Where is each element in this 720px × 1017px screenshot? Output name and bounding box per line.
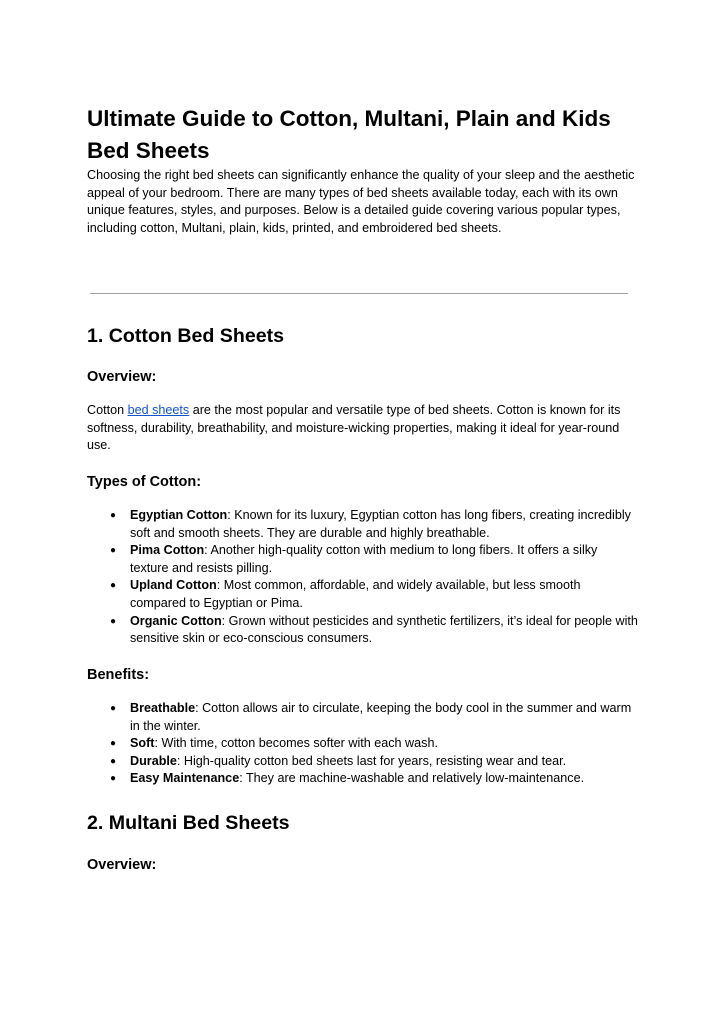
bullet-icon: ● (110, 738, 117, 750)
document-page (87, 103, 639, 873)
benefits-heading: Benefits: (87, 667, 150, 683)
list-item-desc: : Most common, affordable, and widely available, but less smooth compared to Egyptian or Pima. (130, 578, 581, 610)
list-item (87, 577, 639, 612)
list-item-desc: : High-quality cotton bed sheets last for years, resisting wear and tear. (176, 753, 567, 768)
bullet-icon: ● (110, 615, 117, 627)
bullet-icon: ● (110, 580, 117, 592)
list-item (87, 542, 639, 577)
list-item (87, 700, 639, 735)
list-item-desc: : Grown without pesticides and synthetic fertilizers, it’s ideal for people with sensitive skin or eco-conscious consumers. (130, 613, 638, 646)
page-title: Ultimate Guide to Cotton, Multani, Plain and Kids Bed Sheets (87, 106, 611, 163)
bullet-icon: ● (110, 510, 117, 521)
list-item-desc: : Another high-quality cotton with medium to long fibers. It offers a silky texture and resists pilling. (130, 543, 598, 575)
list-item-term: Breathable (130, 701, 196, 715)
bullet-icon: ● (110, 545, 117, 557)
list-item-term: Soft (130, 736, 155, 751)
benefits-list (87, 700, 639, 788)
intro-paragraph: Choosing the right bed sheets can significantly enhance the quality of your sleep and the aesthetic appeal of your bedroom. There are many types of bed sheets available today, each with its own unique features, styles, and purposes. Below is a detailed guide covering various popular types, including cotton, Multani, plain, kids, printed, and embroidered bed sheets. (87, 168, 635, 235)
section-heading-multani: 2. Multani Bed Sheets (87, 812, 290, 834)
list-item (87, 613, 639, 648)
list-item (87, 753, 639, 771)
list-item (87, 507, 639, 542)
list-item-term: Pima Cotton (130, 543, 205, 558)
overview-prefix: Cotton (87, 403, 128, 417)
list-item-desc: : Known for its luxury, Egyptian cotton has long fibers, creating incredibly soft and smooth sheets. They are durable and highly breathable. (130, 508, 631, 540)
types-of-cotton-heading: Types of Cotton: (87, 474, 202, 490)
list-item-term: Egyptian Cotton (130, 508, 228, 522)
list-item-term: Durable (130, 753, 177, 768)
bullet-icon: ● (110, 703, 117, 714)
list-item-desc: : Cotton allows air to circulate, keeping the body cool in the summer and warm in the winter. (130, 701, 632, 733)
cotton-overview-paragraph (87, 402, 639, 455)
overview-rest: are the most popular and versatile type of bed sheets. Cotton is known for its softness, durability, breathability, and moisture-wicking properties, making it ideal for year-round use. (87, 403, 621, 453)
cotton-types-list (87, 507, 639, 648)
bed-sheets-link[interactable]: bed sheets (127, 403, 190, 417)
list-item-term: Easy Maintenance (130, 771, 240, 786)
section-heading-cotton: 1. Cotton Bed Sheets (87, 325, 285, 347)
list-item (87, 770, 639, 788)
list-item-desc: : With time, cotton becomes softer with each wash. (154, 736, 438, 751)
list-item-desc: : They are machine-washable and relatively low-maintenance. (239, 771, 585, 786)
list-item-term: Organic Cotton (130, 613, 222, 628)
multani-overview-heading: Overview: (87, 857, 157, 873)
cotton-overview-heading: Overview: (87, 369, 157, 385)
horizontal-divider (90, 293, 628, 294)
list-item-term: Upland Cotton (130, 578, 217, 593)
list-item (87, 735, 639, 753)
bullet-icon: ● (110, 755, 117, 767)
bullet-icon: ● (110, 773, 117, 785)
